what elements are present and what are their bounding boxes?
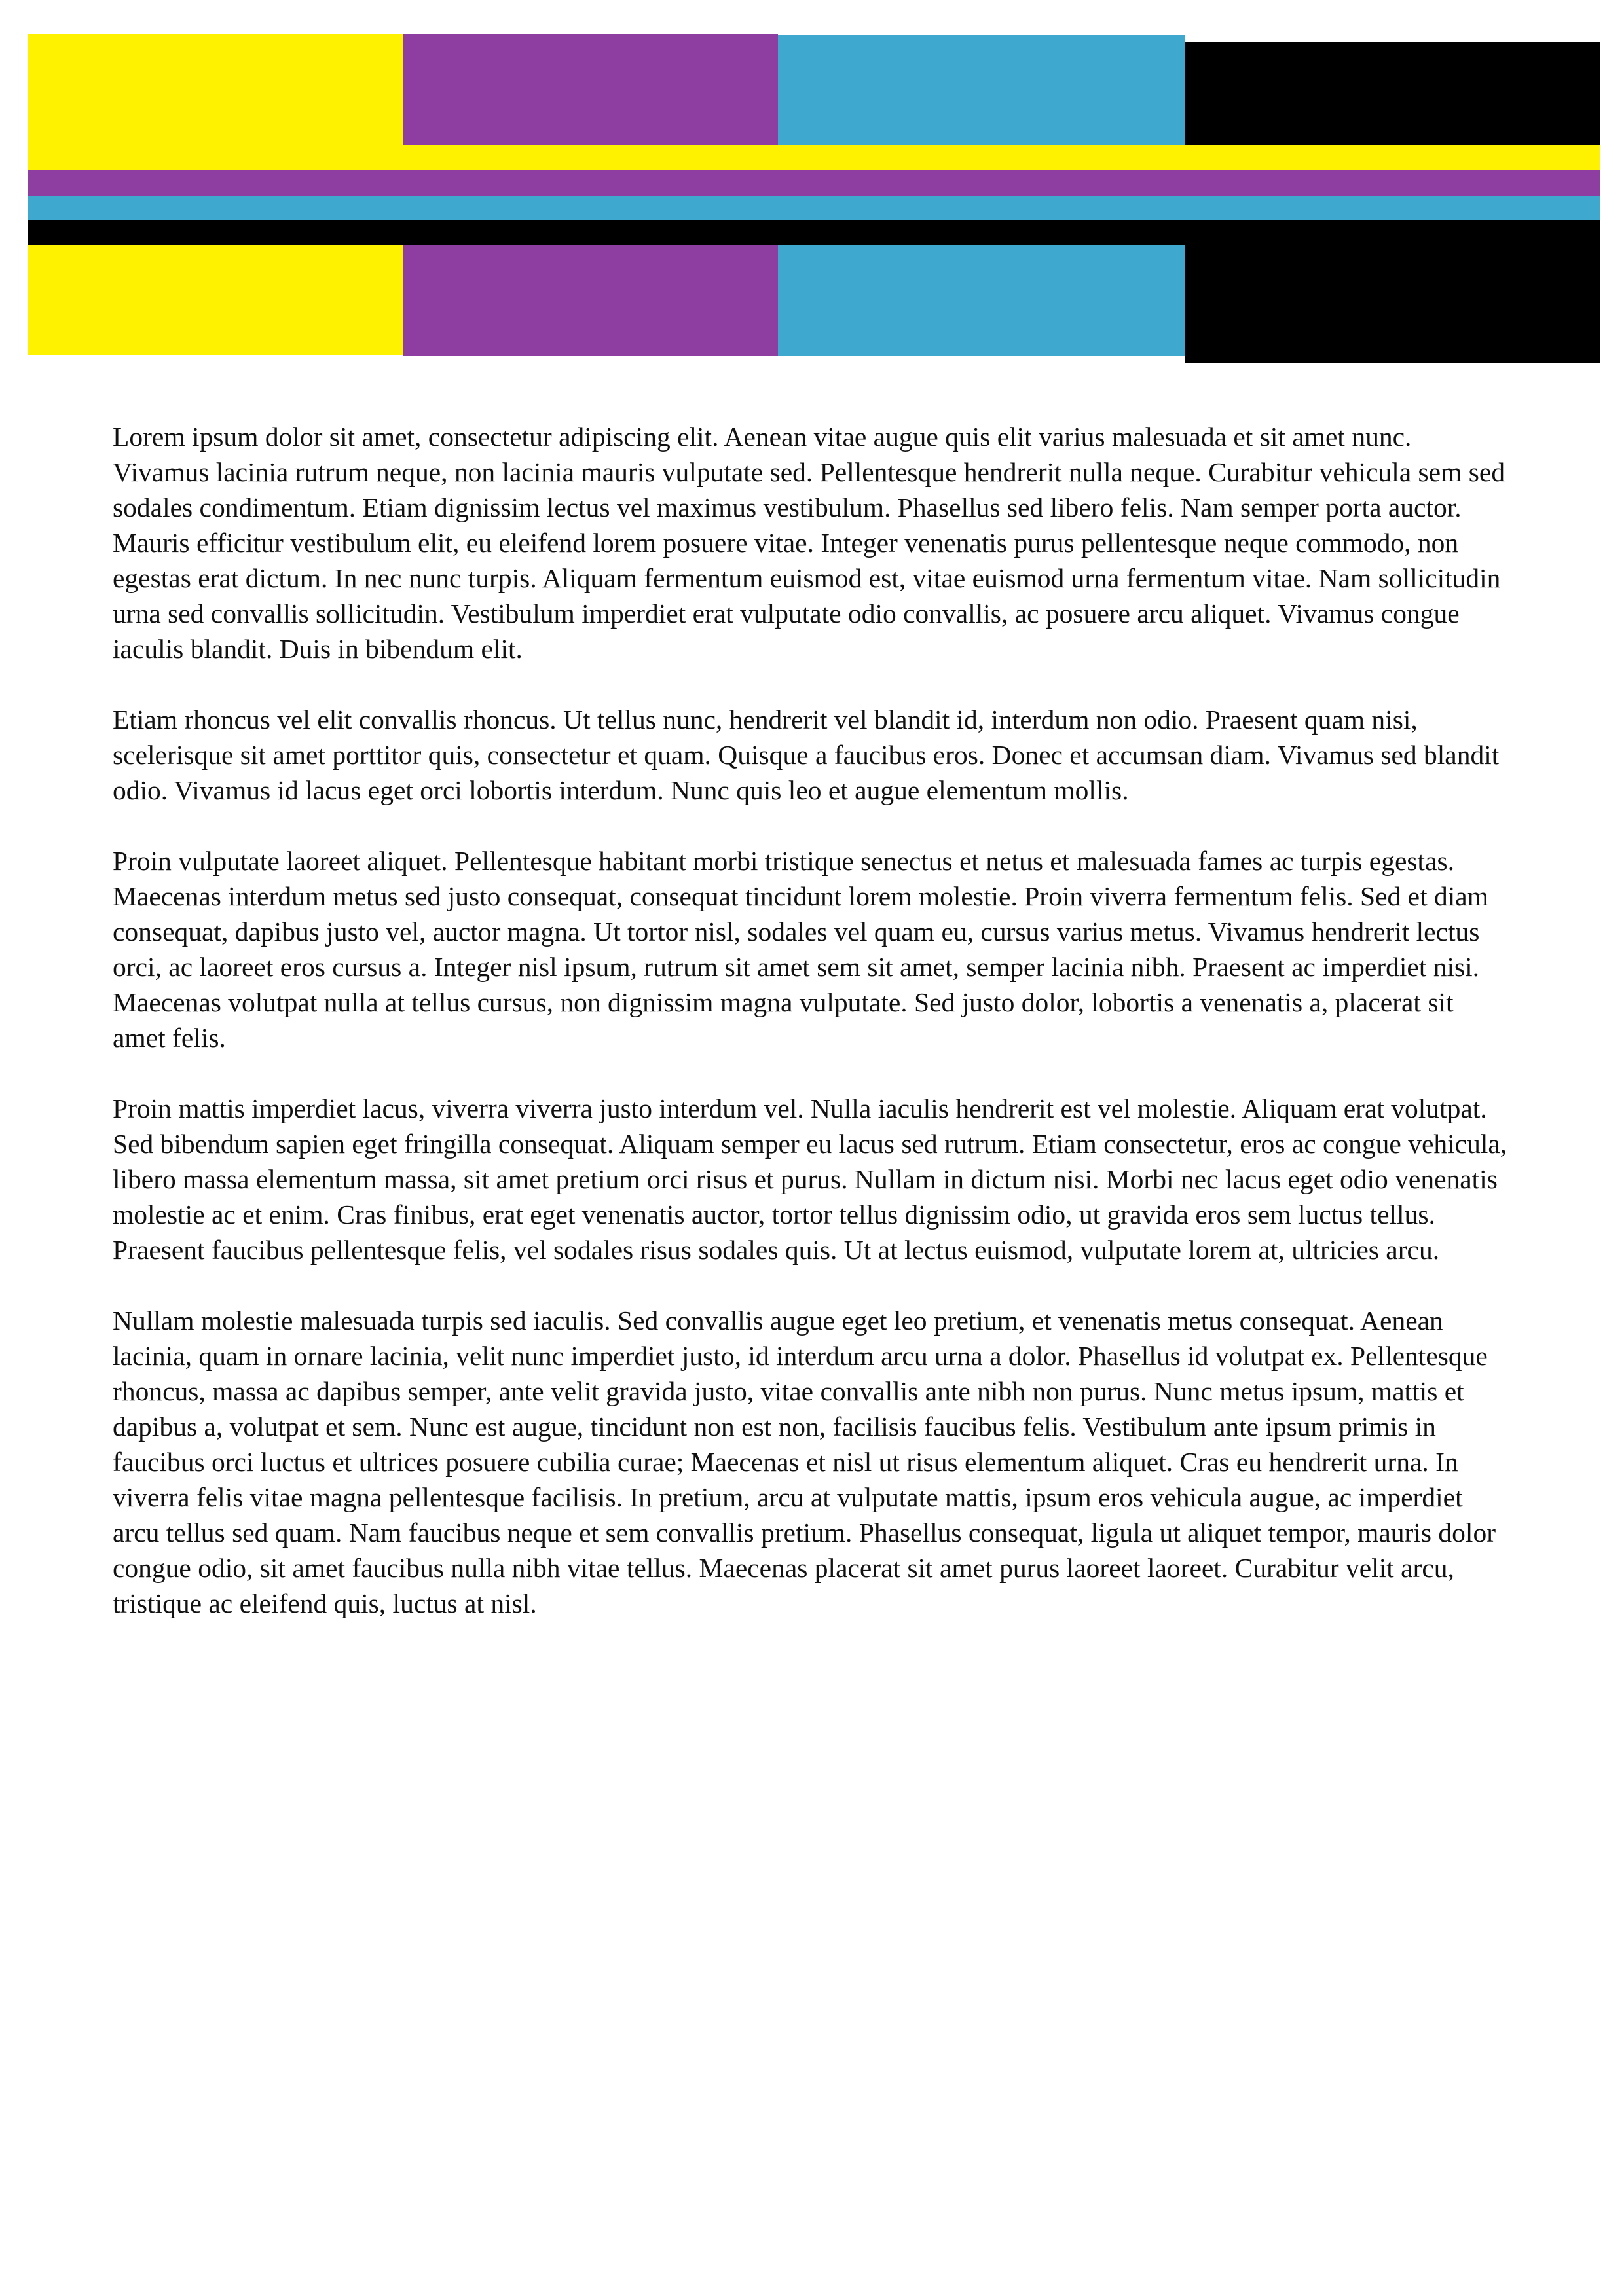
paragraph-1: Lorem ipsum dolor sit amet, consectetur adipiscing elit. Aenean vitae augue quis elit varius malesuada et sit amet nunc. Vivamus lacinia rutrum neque, non lacinia mauris vulputate sed. Pellentesque hendrerit nulla neque. Curabitur vehicula sem sed sodales condimentum. Etiam dignissim lectus vel maximus vestibulum. Phasellus sed libero felis. Nam semper porta auctor. Mauris efficitur vestibulum elit, eu eleifend lorem posuere vitae. Integer venenatis purus pellentesque neque commodo, non egestas erat dictum. In nec nunc turpis. Aliquam fermentum euismod est, vitae euismod urna fermentum vitae. Nam sollicitudin urna sed convallis sollicitudin. Vestibulum imperdiet erat vulputate odio convallis, ac posuere arcu aliquet. Vivamus congue iaculis blandit. Duis in bibendum elit.	[113, 422, 1505, 664]
black-block-top	[1185, 42, 1600, 149]
purple-block-bottom	[403, 245, 778, 356]
paragraph-2: Etiam rhoncus vel elit convallis rhoncus. Ut tellus nunc, hendrerit vel blandit id, interdum non odio. Praesent quam nisi, scelerisque sit amet porttitor quis, consectetur et quam. Quisque a faucibus eros. Donec et accumsan diam. Vivamus sed blandit odio. Vivamus id lacus eget orci lobortis interdum. Nunc quis leo et augue elementum mollis.	[113, 704, 1500, 805]
purple-stripe	[28, 170, 1600, 198]
paragraph-3: Proin vulputate laoreet aliquet. Pellentesque habitant morbi tristique senectus et netus et malesuada fames ac turpis egestas. Maecenas interdum metus sed justo consequat, consequat tincidunt lorem molestie. Proin viverra fermentum felis. Sed et diam consequat, dapibus justo vel, auctor magna. Ut tortor nisl, sodales vel quam eu, cursus varius metus. Vivamus hendrerit lectus orci, ac laoreet eros cursus a. Integer nisl ipsum, rutrum sit amet sem sit amet, semper lacinia nibh. Praesent ac imperdiet nisi. Maecenas volutpat nulla at tellus cursus, non dignissim magna vulputate. Sed justo dolor, lobortis a venenatis a, placerat sit amet felis.	[113, 846, 1488, 1053]
yellow-block-bottom	[28, 245, 403, 355]
black-block-bottom	[1185, 229, 1600, 363]
document-body	[113, 419, 1507, 1656]
yellow-block-top	[28, 34, 403, 148]
paragraph-4: Proin mattis imperdiet lacus, viverra viverra justo interdum vel. Nulla iaculis hendrerit est vel molestie. Aliquam erat volutpat. Sed bibendum sapien eget fringilla consequat. Aliquam semper eu lacus sed rutrum. Etiam consectetur, eros ac congue vehicula, libero massa elementum massa, sit amet pretium orci risus et purus. Nullam in dictum nisi. Morbi nec lacus eget odio venenatis molestie ac et enim. Cras finibus, erat eget venenatis auctor, tortor tellus dignissim odio, ut gravida eros sem luctus tellus. Praesent faucibus pellentesque felis, vel sodales risus sodales quis. Ut at lectus euismod, vulputate lorem at, ultricies arcu.	[113, 1093, 1507, 1265]
paragraph-5: Nullam molestie malesuada turpis sed iaculis. Sed convallis augue eget leo pretium, et venenatis metus consequat. Aenean lacinia, quam in ornare lacinia, velit nunc imperdiet justo, id interdum arcu urna a dolor. Phasellus id volutpat ex. Pellentesque rhoncus, massa ac dapibus semper, ante velit gravida justo, vitae convallis ante nibh non purus. Nunc metus ipsum, mattis et dapibus a, volutpat et sem. Nunc est augue, tincidunt non est non, facilisis faucibus felis. Vestibulum ante ipsum primis in faucibus orci luctus et ultrices posuere cubilia curae; Maecenas et nisl ut risus elementum aliquet. Cras eu hendrerit urna. In viverra felis vitae magna pellentesque facilisis. In pretium, arcu at vulputate mattis, ipsum eros vehicula augue, ac imperdiet arcu tellus sed quam. Nam faucibus neque et sem convallis pretium. Phasellus consequat, ligula ut aliquet tempor, mauris dolor congue odio, sit amet faucibus nulla nibh vitae tellus. Maecenas placerat sit amet purus laoreet laoreet. Curabitur velit arcu, tristique ac eleifend quis, luctus at nisl.	[113, 1305, 1496, 1618]
cyan-stripe	[28, 196, 1600, 221]
purple-block-top	[403, 34, 778, 147]
yellow-stripe	[28, 145, 1600, 172]
cyan-block-bottom	[778, 245, 1185, 356]
cyan-block-top	[778, 35, 1185, 148]
color-bar-header	[0, 0, 1624, 393]
